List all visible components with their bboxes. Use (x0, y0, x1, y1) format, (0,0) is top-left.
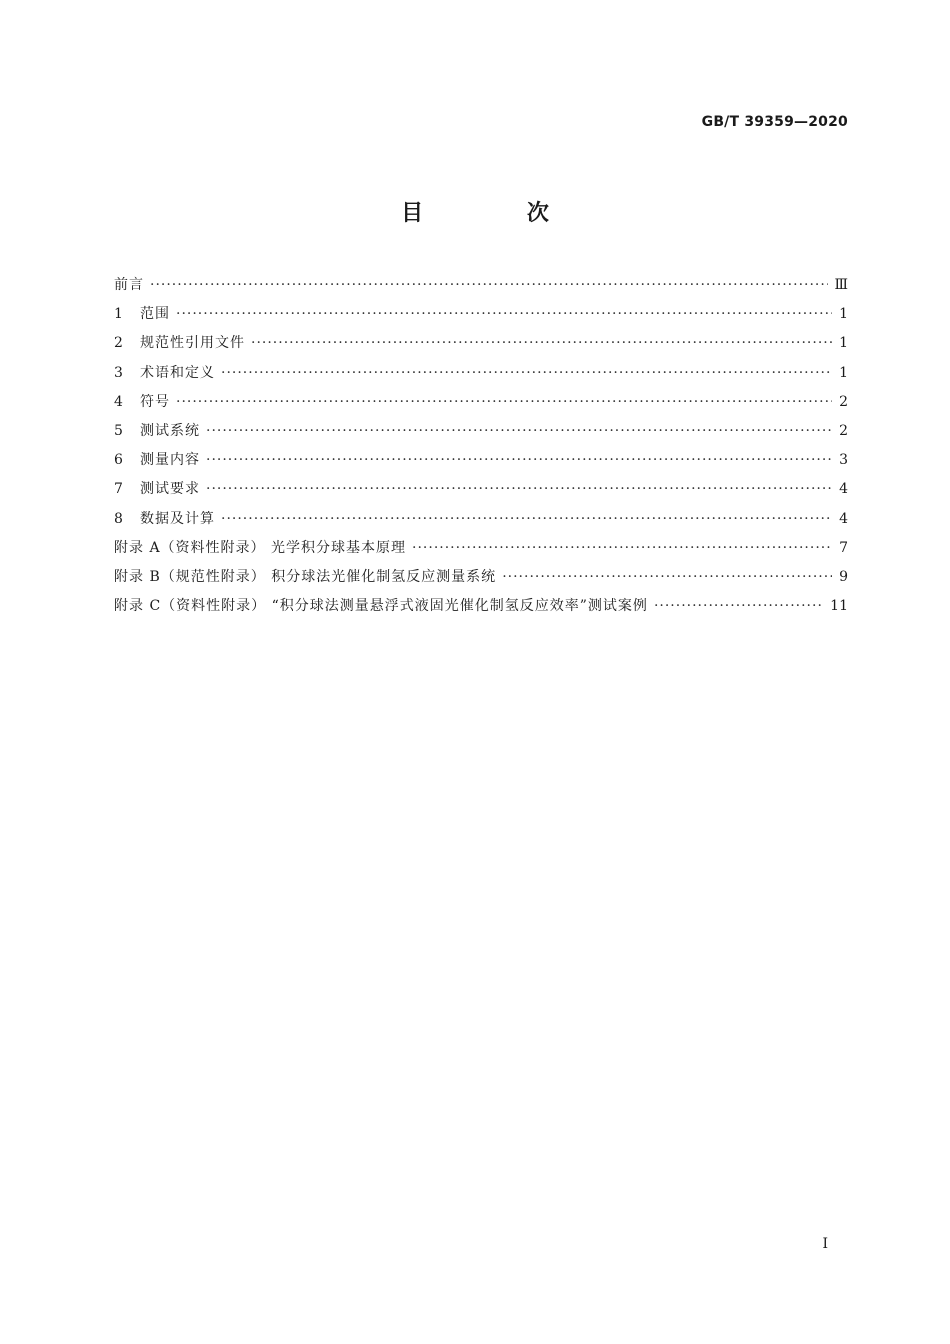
toc-entry-page: 11 (830, 598, 848, 615)
toc-entry-page: Ⅲ (834, 277, 848, 293)
toc-entry-3[interactable] (114, 359, 848, 388)
toc-leader-dots (221, 505, 832, 534)
toc-entry-page: 4 (839, 481, 848, 498)
toc-leader-dots (176, 388, 832, 417)
toc-entry-appendix-a[interactable] (114, 534, 848, 563)
toc-leader-dots (176, 300, 832, 329)
toc-entry-label: 测试系统 (140, 422, 200, 439)
toc-entry-page: 4 (839, 510, 848, 527)
toc-entry-label: 术语和定义 (140, 364, 215, 381)
toc-leader-dots (412, 534, 832, 563)
table-of-contents (114, 271, 848, 621)
toc-entry-appendix-c[interactable] (114, 592, 848, 621)
toc-entry-7[interactable] (114, 475, 848, 504)
toc-entry-number: 2 (114, 335, 123, 352)
toc-entry-page: 1 (839, 364, 848, 381)
toc-entry-number: 4 (114, 393, 123, 410)
toc-entry-6[interactable] (114, 446, 848, 475)
toc-entry-page: 2 (839, 422, 848, 439)
toc-entry-page: 2 (839, 393, 848, 410)
toc-leader-dots (221, 359, 832, 388)
toc-leader-dots (654, 592, 824, 621)
toc-entry-label: 附录 B（规范性附录） 积分球法光催化制氢反应测量系统 (114, 568, 497, 585)
standard-number: GB/T 39359—2020 (701, 114, 848, 130)
toc-entry-page: 1 (839, 335, 848, 352)
toc-entry-page: 9 (839, 568, 848, 585)
toc-entry-page: 1 (839, 306, 848, 323)
toc-entry-label: 前言 (114, 277, 144, 293)
toc-entry-label: 符号 (140, 393, 170, 410)
toc-entry-number: 7 (114, 481, 123, 498)
page-title: 目 次 (401, 201, 597, 226)
toc-entry-label: 测量内容 (140, 452, 200, 469)
toc-leader-dots (206, 446, 832, 475)
toc-entry-page: 7 (839, 539, 848, 556)
toc-entry-number: 8 (114, 510, 123, 527)
toc-leader-dots (150, 271, 828, 300)
toc-leader-dots (206, 417, 832, 446)
toc-entry-number: 5 (114, 422, 123, 439)
toc-entry-1[interactable] (114, 300, 848, 329)
toc-entry-label: 测试要求 (140, 481, 200, 498)
toc-entry-5[interactable] (114, 417, 848, 446)
toc-entry-appendix-b[interactable] (114, 563, 848, 592)
toc-entry-label: 附录 C（资料性附录） “积分球法测量悬浮式液固光催化制氢反应效率”测试案例 (114, 598, 648, 615)
toc-entry-2[interactable] (114, 329, 848, 358)
toc-entry-label: 范围 (140, 306, 170, 323)
toc-leader-dots (502, 563, 832, 592)
toc-entry-page: 3 (839, 452, 848, 469)
toc-entry-number: 6 (114, 452, 123, 469)
toc-entry-label: 附录 A（资料性附录） 光学积分球基本原理 (114, 539, 407, 556)
toc-entry-number: 3 (114, 364, 123, 381)
toc-entry-8[interactable] (114, 505, 848, 534)
page-number: I (822, 1236, 828, 1252)
toc-leader-dots (251, 329, 832, 358)
toc-entry-label: 数据及计算 (140, 510, 215, 527)
toc-entry-label: 规范性引用文件 (140, 335, 245, 352)
toc-entry-number: 1 (114, 306, 123, 323)
toc-entry-4[interactable] (114, 388, 848, 417)
toc-leader-dots (206, 475, 832, 504)
toc-entry-foreword[interactable] (114, 271, 848, 300)
